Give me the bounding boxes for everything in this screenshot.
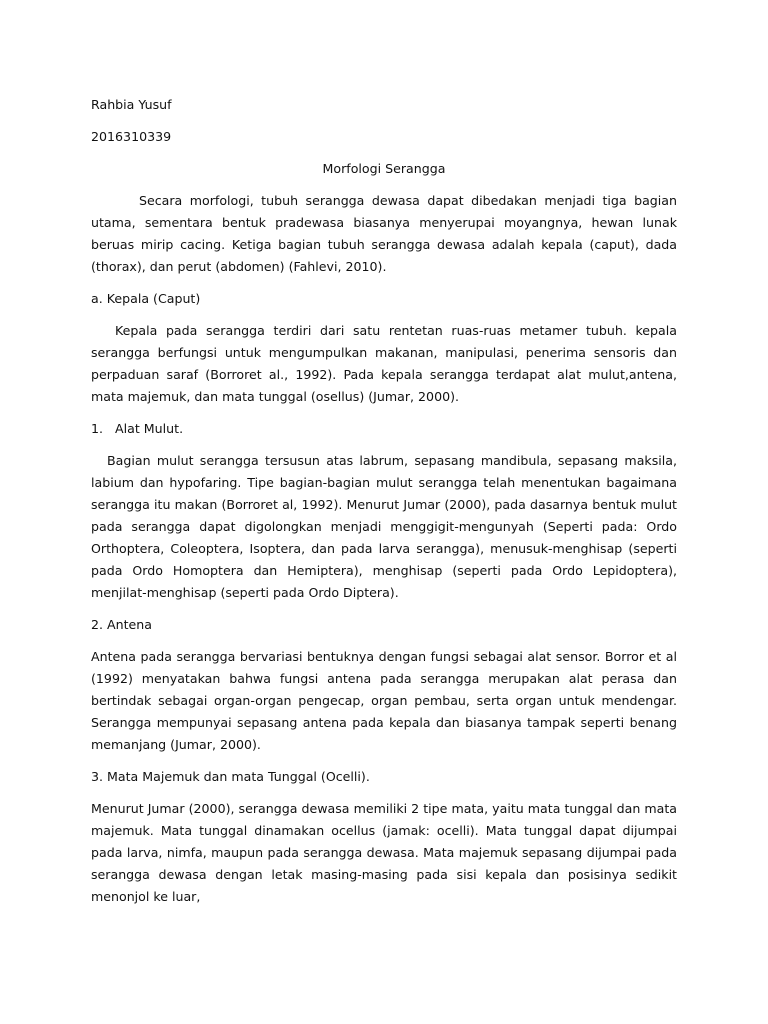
section-1-heading: 1. Alat Mulut. xyxy=(91,421,184,436)
section-a-paragraph: Kepala pada serangga terdiri dari satu rentetan ruas-ruas metamer tubuh. kepala serangga berfungsi untuk mengumpulkan makanan, manipulasi, penerima sensoris dan perpaduan saraf (Borroret al., 1992). Pada kepala serangga terdapat alat mulut,antena, mata majemuk, dan mata tunggal (osellus) (Jumar, 2000). xyxy=(91,323,677,404)
document-page xyxy=(91,94,677,918)
section-2-heading: 2. Antena xyxy=(91,617,153,632)
document-title: Morfologi Serangga xyxy=(322,161,446,176)
section-1-paragraph: Bagian mulut serangga tersusun atas labrum, sepasang mandibula, sepasang maksila, labium dan hypofaring. Tipe bagian-bagian mulut serangga telah menentukan bagaimana serangga itu makan (Borroret al, 1992). Menurut Jumar (2000), pada dasarnya bentuk mulut pada serangga dapat digolongkan menjadi menggigit-mengunyah (Seperti pada: Ordo Orthoptera, Coleoptera, Isoptera, dan pada larva serangga), menusuk-menghisap (seperti pada Ordo Homoptera dan Hemiptera), menghisap (seperti pada Ordo Lepidoptera), menjilat-menghisap (seperti pada Ordo Diptera). xyxy=(91,453,677,600)
section-3-paragraph: Menurut Jumar (2000), serangga dewasa memiliki 2 tipe mata, yaitu mata tunggal dan mata majemuk. Mata tunggal dinamakan ocellus (jamak: ocelli). Mata tunggal dapat dijumpai pada larva, nimfa, maupun pada serangga dewasa. Mata majemuk sepasang dijumpai pada serangga dewasa dengan letak masing-masing pada sisi kepala dan posisinya sedikit menonjol ke luar, xyxy=(91,801,677,904)
student-id: 2016310339 xyxy=(91,129,172,144)
section-3-heading: 3. Mata Majemuk dan mata Tunggal (Ocelli). xyxy=(91,769,370,784)
section-2-paragraph: Antena pada serangga bervariasi bentuknya dengan fungsi sebagai alat sensor. Borror et al (1992) menyatakan bahwa fungsi antena pada serangga merupakan alat perasa dan bertindak sebagai organ-organ pengecap, organ pembau, serta organ untuk mendengar. Serangga mempunyai sepasang antena pada kepala dan biasanya tampak seperti benang memanjang (Jumar, 2000). xyxy=(91,649,677,752)
author-name: Rahbia Yusuf xyxy=(91,97,172,112)
intro-paragraph: Secara morfologi, tubuh serangga dewasa dapat dibedakan menjadi tiga bagian utama, sementara bentuk pradewasa biasanya menyerupai moyangnya, hewan lunak beruas mirip cacing. Ketiga bagian tubuh serangga dewasa adalah kepala (caput), dada (thorax), dan perut (abdomen) (Fahlevi, 2010). xyxy=(91,193,677,274)
section-a-heading: a. Kepala (Caput) xyxy=(91,291,201,306)
